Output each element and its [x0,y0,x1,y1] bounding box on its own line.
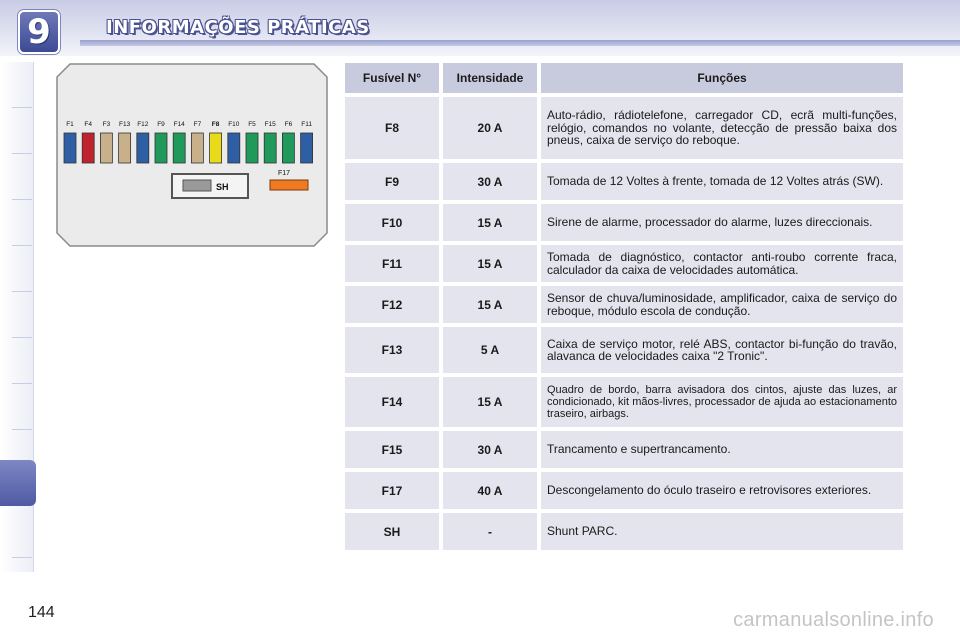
fuse-label-f10: F10 [228,121,240,128]
watermark: carmanualsonline.info [733,609,934,631]
table-row [345,163,903,200]
fuse-functions: Sensor de chuva/luminosidade, amplificador, caixa de serviço do reboque, módulo escola de condução. [541,286,903,323]
fuse-f5-blade [246,133,258,163]
fuse-number: F10 [345,204,439,241]
fuse-f12-blade [137,133,149,163]
chapter-tab[interactable] [12,154,32,200]
fuse-rating: 15 A [443,245,537,282]
shunt-label: SH [216,182,229,192]
fuse-number: F8 [345,97,439,159]
chapter-tab[interactable] [12,108,32,154]
chapter-tab[interactable] [12,338,32,384]
fuse-label-f7: F7 [193,121,202,128]
fuse-f17-blade [270,180,308,190]
fuse-label-f11: F11 [301,121,312,128]
fuse-f1-blade [64,133,76,163]
fuse-rating: 15 A [443,204,537,241]
chapter-badge: 9 [18,10,60,54]
fuse-number: F14 [345,377,439,427]
table-header-row [345,63,903,93]
fuse-label-f12: F12 [137,121,149,128]
fuse-label-f13: F13 [118,121,131,128]
section-title: INFORMAÇÕES PRÁTICAS [106,17,370,38]
chapter-tab-strip [0,62,34,572]
table-row [345,472,903,509]
fuse-rating: 40 A [443,472,537,509]
fuse-f11-blade [301,133,313,163]
fuse-label-f4: F4 [84,121,92,128]
fuse-f9-blade [155,133,167,163]
fuse-label-f1: F1 [66,121,74,128]
table-row [345,377,903,427]
fuse-rating: - [443,513,537,550]
header-underline [80,40,960,46]
table-row [345,513,903,550]
header-rating: Intensidade [443,63,537,93]
fuse-box-svg [56,63,328,247]
fuse-functions: Shunt PARC. [541,513,903,550]
table-row [345,286,903,323]
fuse-number: F15 [345,431,439,468]
fuse-label-f17: F17 [278,170,291,177]
fuse-functions: Descongelamento do óculo traseiro e retrovisores exteriores. [541,472,903,509]
fuse-f13-blade [119,133,131,163]
fuse-functions: Trancamento e supertrancamento. [541,431,903,468]
fuse-f3-blade [100,133,112,163]
fuse-rating: 15 A [443,286,537,323]
fuse-number: F11 [345,245,439,282]
fuse-f10-blade [228,133,240,163]
fuse-rating: 15 A [443,377,537,427]
header-fuse-number: Fusível N° [345,63,439,93]
fuse-f7-blade [191,133,203,163]
chapter-tab[interactable] [12,512,32,558]
fuse-number: F9 [345,163,439,200]
fuse-box-diagram [56,63,328,247]
fuse-label-f14: F14 [173,121,185,128]
fuse-functions: Auto-rádio, rádiotelefone, carregador CD, ecrã multi-funções, relógio, comandos no volante, detecção de pressão baixa dos pneus, caixa de serviço do reboque. [541,97,903,159]
fuse-number: SH [345,513,439,550]
fuse-rating: 20 A [443,97,537,159]
table-row [345,245,903,282]
fuse-rating: 30 A [443,163,537,200]
chapter-tab[interactable] [12,246,32,292]
table-row [345,204,903,241]
chapter-tab-active[interactable] [0,460,36,506]
fuse-functions: Caixa de serviço motor, relé ABS, contactor bi-função do travão, alavanca de velocidades caixa "2 Tronic". [541,327,903,373]
fuse-number: F12 [345,286,439,323]
fuse-rating: 5 A [443,327,537,373]
chapter-tab[interactable] [12,200,32,246]
chapter-tab[interactable] [12,62,32,108]
header-functions: Funções [541,63,903,93]
fuse-number: F17 [345,472,439,509]
table-row [345,97,903,159]
page-number: 144 [28,604,55,621]
fuse-f15-blade [264,133,276,163]
fuse-f4-blade [82,133,94,163]
fuse-label-f6: F6 [284,121,293,128]
fuse-label-f5: F5 [248,121,256,128]
table-row [345,431,903,468]
shunt-connector [183,180,211,191]
fuse-f6-blade [282,133,294,163]
chapter-tab[interactable] [12,384,32,430]
chapter-tab[interactable] [12,292,32,338]
fuse-table [345,63,903,554]
table-row [345,327,903,373]
fuse-f14-blade [173,133,185,163]
fuse-rating: 30 A [443,431,537,468]
fuse-label-f15: F15 [264,121,276,128]
fuse-functions: Tomada de diagnóstico, contactor anti-roubo corrente fraca, calculador da caixa de velocidades automática. [541,245,903,282]
fuse-f8-blade [210,133,222,163]
fuse-number: F13 [345,327,439,373]
fuse-functions: Sirene de alarme, processador do alarme, luzes direccionais. [541,204,903,241]
fuse-functions: Tomada de 12 Voltes à frente, tomada de 12 Voltes atrás (SW). [541,163,903,200]
fuse-functions: Quadro de bordo, barra avisadora dos cintos, ajuste das luzes, ar condicionado, kit mãos-livres, processador de ajuda ao estacionamento traseiro, airbags. [541,377,903,427]
fuse-label-f8: F8 [211,121,220,128]
fuse-label-f3: F3 [102,121,111,128]
fuse-label-f9: F9 [157,121,165,128]
